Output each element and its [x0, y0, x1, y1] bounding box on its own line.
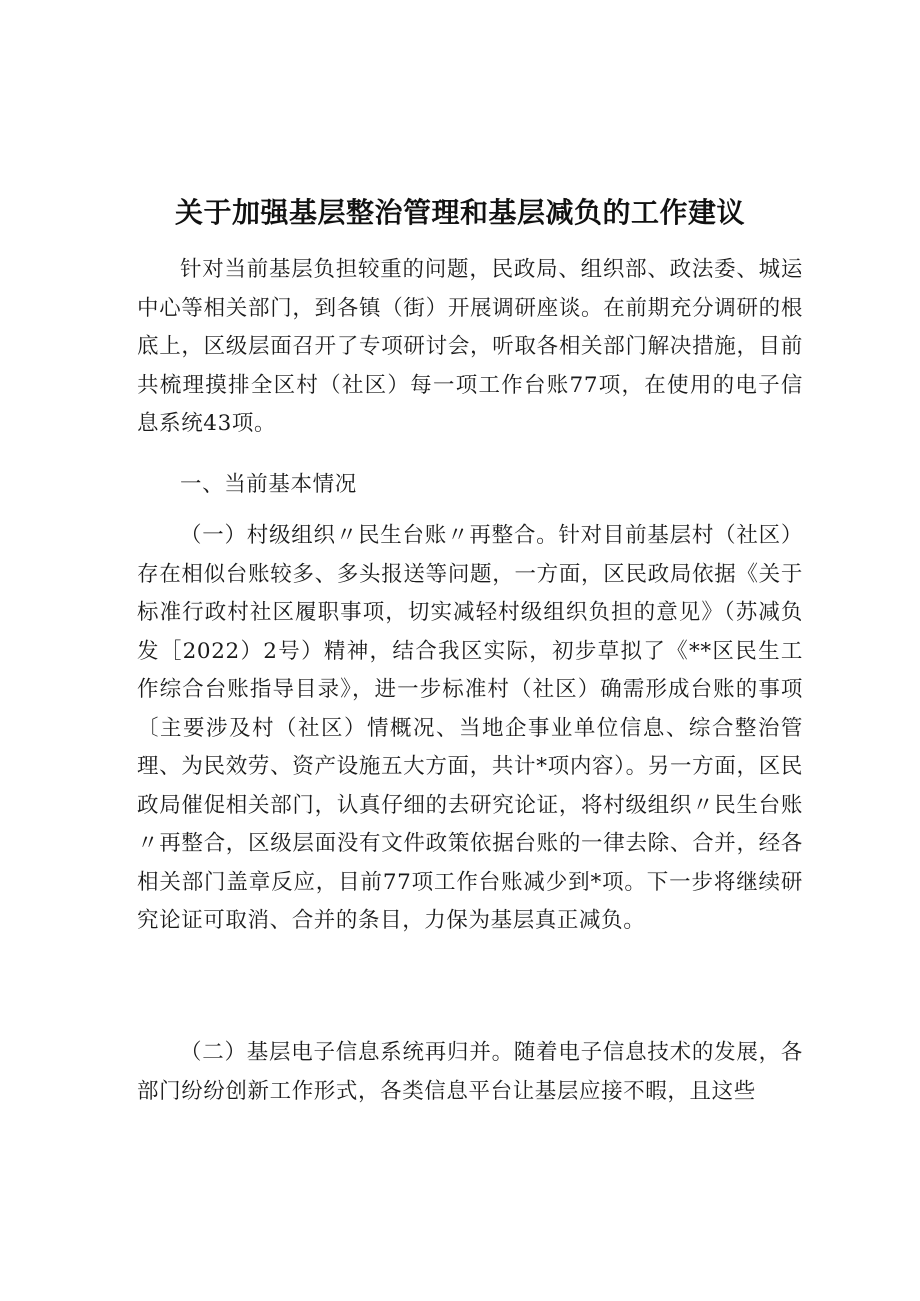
- intro-paragraph: 针对当前基层负担较重的问题，民政局、组织部、政法委、城运中心等相关部门，到各镇（街）开展调研座谈。在前期充分调研的根底上，区级层面召开了专项研讨会，听取各相关部门解决措施，目前共梳理摸排全区村（社区）每一项工作台账77项，在使用的电子信息系统43项。: [137, 257, 803, 436]
- section-heading: 一、当前基本情况: [180, 472, 357, 497]
- section-item-paragraph: （一）村级组织〃民生台账〃再整合。针对目前基层村（社区）存在相似台账较多、多头报送等问题，一方面，区民政局依据《关于标准行政村社区履职事项，切实减轻村级组织负担的意见》（苏减负发［2022）2号）精神，结合我区实际，初步草拟了《**区民生工作综合台账指导目录》，进一步标准村（社区）确需形成台账的事项〔主要涉及村（社区）情概况、当地企事业单位信息、综合整治管理、为民效劳、资产设施五大方面，共计*项内容）。另一方面，区民政局催促相关部门，认真仔细的去研究论证，将村级组织〃民生台账〃再整合，区级层面没有文件政策依据台账的一律去除、合并，经各相关部门盖章反应，目前77项工作台账减少到*项。下一步将继续研究论证可取消、合并的条目，力保为基层真正减负。: [137, 523, 803, 933]
- document-title: 关于加强基层整治管理和基层减负的工作建议: [174, 196, 745, 229]
- section-item-paragraph: （二）基层电子信息系统再归并。随着电子信息技术的发展，各部门纷纷创新工作形式，各类信息平台让基层应接不暇，且这些: [137, 1040, 803, 1104]
